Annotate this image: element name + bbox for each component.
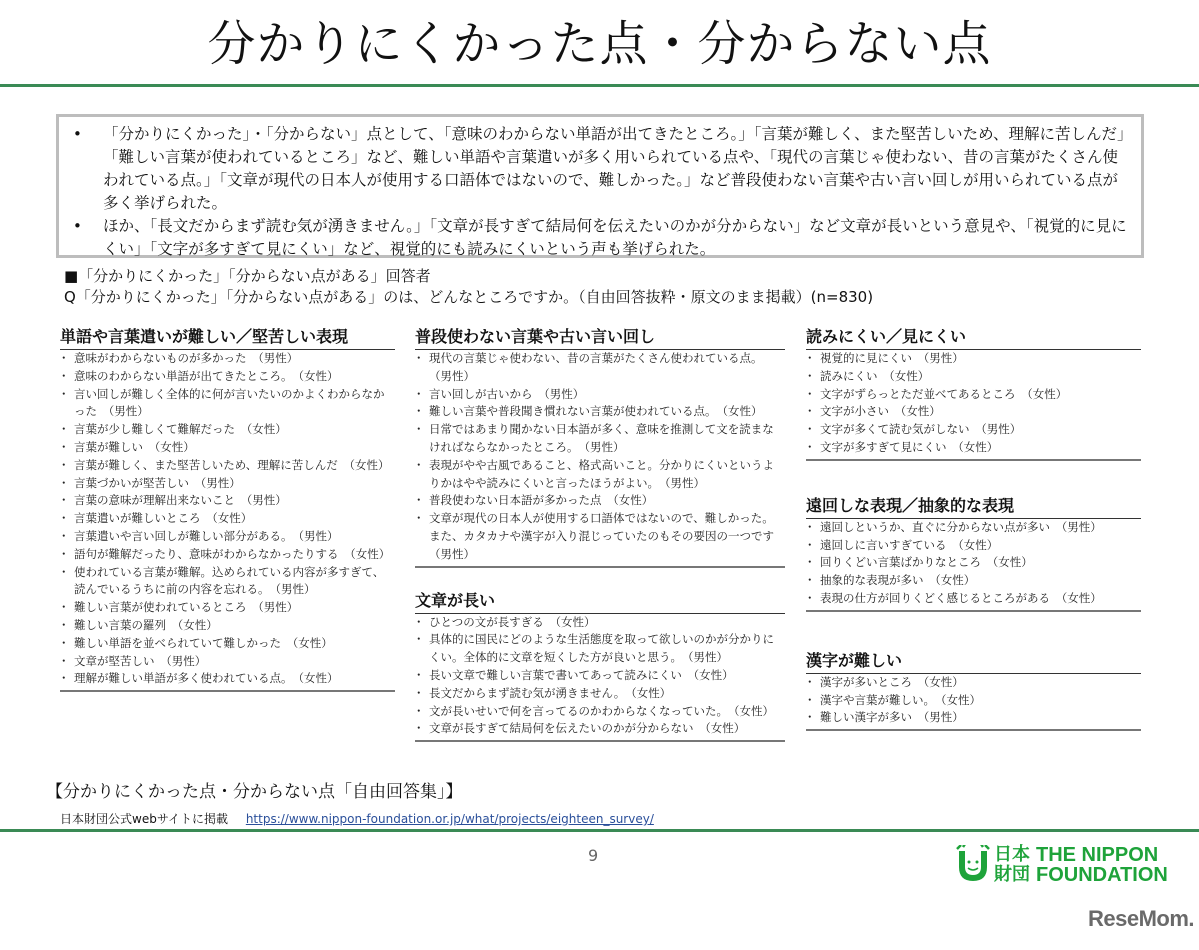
logo-wordmark: THE NIPPON FOUNDATION xyxy=(1036,844,1168,886)
summary-box xyxy=(56,114,1144,258)
source-label: 日本財団公式webサイトに掲載 xyxy=(60,812,228,826)
list-item: ・ 具体的に国民にどのような生活態度を取って欲しいのかが分かりにくい。全体的に文章を短くした方が良いと思う。 （男性） xyxy=(415,631,785,667)
respondents-info xyxy=(64,266,873,308)
page-number: 9 xyxy=(588,846,599,865)
section-heading: 遠回しな表現／抽象的な表現 xyxy=(806,495,1141,519)
list-item: ・ 漢字や言葉が難しい。 （女性） xyxy=(806,692,1141,710)
list-item: ・ 語句が難解だったり、意味がわからなかったりする （女性） xyxy=(60,546,395,564)
source-link[interactable]: https://www.nippon-foundation.or.jp/what/projects/eighteen_survey/ xyxy=(245,812,654,826)
summary-bullet: • 「分かりにくかった」・「分からない」点として、「意味のわからない単語が出てきたところ。」「言葉が難しく、また堅苦しいため、理解に苦しんだ」「難しい言葉が使われているところ」など、難しい単語や言葉遣いが多く用いられている点や、「現代の言葉じゃ使わない、昔の言葉がたくさん使われている点。」「文章が現代の日本人が使用する口語体ではないので、難しかった。」など普段使わない言葉や古い言い回しが用いられている点が多く挙げられた。 xyxy=(73,123,1127,215)
list-item: ・ 言葉遣いや言い回しが難しい部分がある。 （男性） xyxy=(60,528,395,546)
list-item: ・ 普段使わない日本語が多かった点 （女性） xyxy=(415,492,785,510)
list-item: ・ 漢字が多いところ （女性） xyxy=(806,674,1141,692)
list-item: ・ 言い回しが難しく全体的に何が言いたいのかよくわからなかった （男性） xyxy=(60,386,395,422)
source-line xyxy=(60,810,654,828)
section-heading: 読みにくい／見にくい xyxy=(806,326,1141,350)
section-difficult-words xyxy=(60,326,395,692)
question-text: Q「分かりにくかった」「分からない点がある」のは、どんなところですか。（自由回答抜粋・原文のまま掲載）(n=830) xyxy=(64,288,874,306)
list-item: ・ 意味のわからない単語が出てきたところ。 （女性） xyxy=(60,368,395,386)
list-item: ・ 長文だからまず読む気が湧きません。 （女性） xyxy=(415,685,785,703)
column-middle xyxy=(415,326,785,742)
list-item: ・ 文章が長すぎて結局何を伝えたいのかが分からない （女性） xyxy=(415,720,785,738)
page-title: 分かりにくかった点・分からない点 xyxy=(207,16,992,72)
logo-kanji: 日本 財団 xyxy=(994,844,1030,885)
section-difficult-kanji xyxy=(806,650,1141,731)
summary-bullet: • ほか、「長文だからまず読む気が湧きません。」「文章が長すぎて結局何を伝えたいのかが分からない」など文章が長いという意見や、「視覚的に見にくい」「文字が多すぎて見にくい」など、視覚的にも読みにくいという声も挙げられた。 xyxy=(73,215,1127,261)
list-item: ・ 難しい言葉の羅列 （女性） xyxy=(60,617,395,635)
list-item: ・ 抽象的な表現が多い （女性） xyxy=(806,572,1141,590)
column-left xyxy=(60,326,395,692)
list-item: ・ 遠回しというか、直ぐに分からない点が多い （男性） xyxy=(806,519,1141,537)
list-item: ・ 難しい漢字が多い （男性） xyxy=(806,709,1141,727)
list-item: ・ ひとつの文が長すぎる （女性） xyxy=(415,614,785,632)
section-old-expressions xyxy=(415,326,785,568)
list-item: ・ 文章が堅苦しい （男性） xyxy=(60,653,395,671)
list-item: ・ 視覚的に見にくい （男性） xyxy=(806,350,1141,368)
smiling-face-icon xyxy=(955,845,991,885)
list-item: ・ 難しい言葉や普段聞き慣れない言葉が使われている点。 （女性） xyxy=(415,403,785,421)
list-item: ・ 言葉の意味が理解出来ないこと （男性） xyxy=(60,492,395,510)
section-indirect-expressions xyxy=(806,495,1141,612)
list-item: ・ 遠回しに言いすぎている （女性） xyxy=(806,537,1141,555)
list-item: ・ 表現がやや古風であること、格式高いこと。分かりにくいというよりかはやや読みにくいと言ったほうがよい。 （男性） xyxy=(415,457,785,493)
section-heading: 単語や言葉遣いが難しい／堅苦しい表現 xyxy=(60,326,395,350)
list-item: ・ 難しい単語を並べられていて難しかった （女性） xyxy=(60,635,395,653)
section-heading: 文章が長い xyxy=(415,590,785,614)
list-item: ・ 言葉が少し難しくて難解だった （女性） xyxy=(60,421,395,439)
list-item: ・ 文字が多くて読む気がしない （男性） xyxy=(806,421,1141,439)
list-item: ・ 文字が多すぎて見にくい （女性） xyxy=(806,439,1141,457)
list-item: ・ 言葉が難しく、また堅苦しいため、理解に苦しんだ （女性） xyxy=(60,457,395,475)
title-divider xyxy=(0,84,1199,87)
list-item: ・ 長い文章で難しい言葉で書いてあって読みにくい （女性） xyxy=(415,667,785,685)
list-item: ・ 言い回しが古いから （男性） xyxy=(415,386,785,404)
list-item: ・ 表現の仕方が回りくどく感じるところがある （女性） xyxy=(806,590,1141,608)
list-item: ・ 難しい言葉が使われているところ （男性） xyxy=(60,599,395,617)
nippon-foundation-logo xyxy=(955,843,1193,887)
list-item: ・ 理解が難しい単語が多く使われている点。 （女性） xyxy=(60,670,395,688)
respondents-label: ■「分かりにくかった」「分からない点がある」回答者 xyxy=(64,267,431,285)
list-item: ・ 言葉遣いが難しいところ （女性） xyxy=(60,510,395,528)
resemom-watermark: ReseMom. xyxy=(1088,906,1195,931)
list-item: ・ 読みにくい （女性） xyxy=(806,368,1141,386)
list-item: ・ 日常ではあまり聞かない日本語が多く、意味を推測して文を読まなければならなかったところ。 （男性） xyxy=(415,421,785,457)
section-heading: 漢字が難しい xyxy=(806,650,1141,674)
list-item: ・ 文字がずらっとただ並べてあるところ （女性） xyxy=(806,386,1141,404)
list-item: ・ 文章が現代の日本人が使用する口語体ではないので、難しかった。また、カタカナや漢字が入り混じっていたのもその要因の一つです （男性） xyxy=(415,510,785,563)
footer-divider xyxy=(0,829,1199,832)
list-item: ・ 言葉づかいが堅苦しい （男性） xyxy=(60,475,395,493)
list-item: ・ 使われている言葉が難解。込められている内容が多すぎて、読んでいるうちに前の内容を忘れる。 （男性） xyxy=(60,564,395,600)
column-right xyxy=(806,326,1141,731)
list-item: ・ 文が長いせいで何を言ってるのかわからなくなっていた。 （女性） xyxy=(415,703,785,721)
list-item: ・ 意味がわからないものが多かった （男性） xyxy=(60,350,395,368)
list-item: ・ 現代の言葉じゃ使わない、昔の言葉がたくさん使われている点。 （男性） xyxy=(415,350,785,386)
list-item: ・ 言葉が難しい （女性） xyxy=(60,439,395,457)
section-hard-to-read xyxy=(806,326,1141,461)
section-long-sentences xyxy=(415,590,785,743)
list-item: ・ 文字が小さい （女性） xyxy=(806,403,1141,421)
collection-title: 【分かりにくかった点・分からない点「自由回答集」】 xyxy=(46,782,463,802)
section-heading: 普段使わない言葉や古い言い回し xyxy=(415,326,785,350)
list-item: ・ 回りくどい言葉ばかりなところ （女性） xyxy=(806,554,1141,572)
